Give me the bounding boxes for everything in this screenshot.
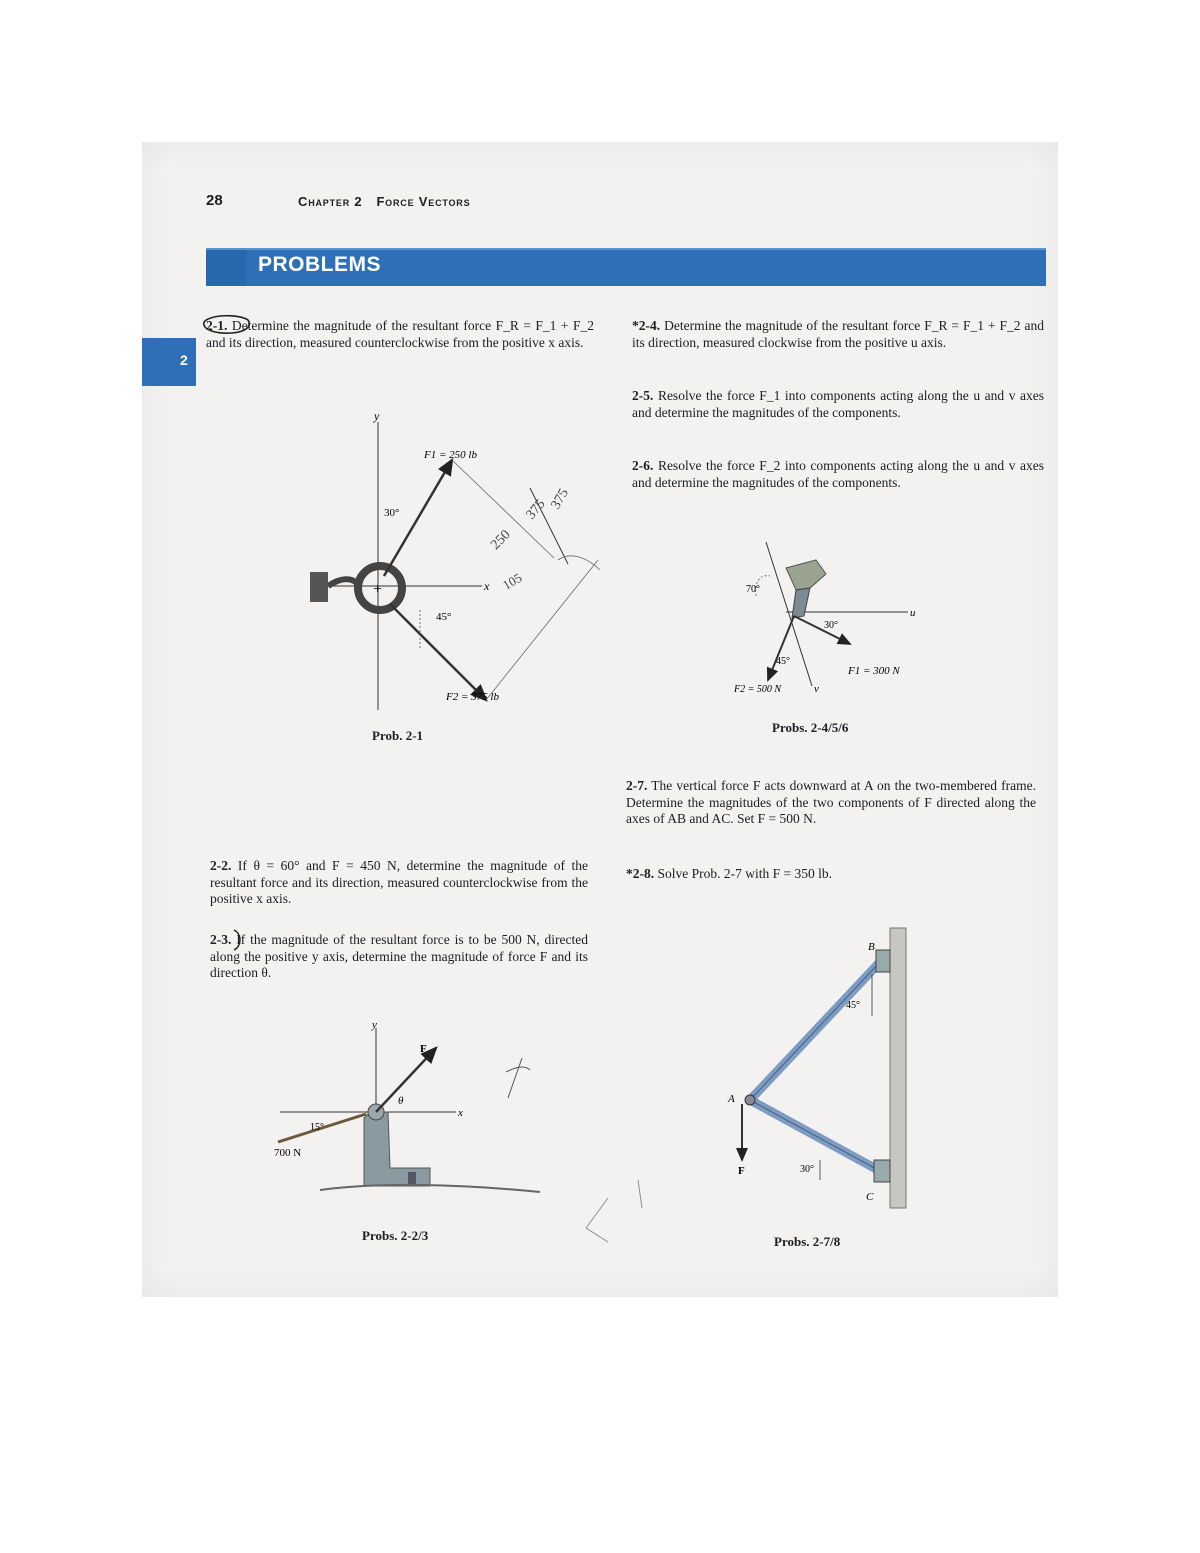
f1-label: F1 = 250 lb bbox=[424, 449, 477, 461]
problem-text: Solve Prob. 2-7 with F = 350 lb. bbox=[657, 866, 832, 881]
problem-2-5 bbox=[632, 388, 1044, 421]
hand-note: 375 bbox=[523, 496, 549, 523]
support-b bbox=[876, 950, 890, 972]
problem-text: Resolve the force F_1 into components acting along the u and v axes and determine the magnitudes of the components. bbox=[632, 388, 1044, 420]
problem-2-6 bbox=[632, 458, 1044, 491]
force-f-label: F bbox=[420, 1043, 427, 1055]
chapter-tab-number: 2 bbox=[180, 352, 188, 368]
angle-45-label: 45° bbox=[776, 656, 790, 667]
force-f-line bbox=[376, 1048, 436, 1112]
angle-30-label: 30° bbox=[384, 507, 400, 519]
problem-text: If the magnitude of the resultant force is to be 500 N, directed along the positive y axis, determine the magnitude of force F and its direction θ. bbox=[210, 932, 589, 980]
hand-note: 375 bbox=[548, 486, 572, 512]
section-title: PROBLEMS bbox=[258, 253, 382, 276]
problem-text: The vertical force F acts downward at A on the two-membered frame. Determine the magnitudes of the two components of F directed along the axes of AB and AC. Set F = 500 N. bbox=[626, 778, 1037, 826]
force-f-label: F bbox=[738, 1165, 745, 1177]
angle-45-label: 45° bbox=[846, 1000, 860, 1011]
force-f2-line bbox=[768, 616, 794, 680]
f2-label: F2 = 375 lb bbox=[446, 691, 499, 703]
point-a-label: A bbox=[728, 1093, 735, 1105]
chapter-tab bbox=[142, 338, 196, 386]
problem-id: *2-8. bbox=[626, 866, 655, 881]
problem-2-8 bbox=[626, 866, 1036, 883]
figure-prob-2-4-5-6 bbox=[730, 540, 950, 710]
angle-30-label: 30° bbox=[824, 620, 838, 631]
angle-45-label: 45° bbox=[436, 611, 452, 623]
chapter-label: Chapter 2 bbox=[298, 194, 363, 209]
figure-prob-2-1 bbox=[300, 410, 620, 730]
problem-2-7 bbox=[626, 778, 1036, 828]
load-700n-label: 700 N bbox=[274, 1147, 302, 1159]
x-axis-label: x bbox=[484, 579, 490, 593]
force-f1-line bbox=[794, 616, 850, 644]
problem-2-1 bbox=[206, 318, 594, 351]
hand-note: 105 bbox=[500, 569, 525, 593]
y-axis-label: y bbox=[374, 409, 380, 423]
hand-scribble bbox=[578, 1168, 718, 1258]
page-number: 28 bbox=[206, 192, 223, 209]
bracket-support bbox=[364, 1112, 430, 1186]
problem-id: 2-2. bbox=[210, 858, 232, 873]
problem-id: 2-5. bbox=[632, 388, 654, 403]
wall bbox=[890, 928, 906, 1208]
caption-prob-2-1: Prob. 2-1 bbox=[372, 728, 424, 743]
problem-text: Resolve the force F_2 into components acting along the u and v axes and determine the magnitudes of the components. bbox=[632, 458, 1044, 490]
problem-id: *2-4. bbox=[632, 318, 661, 333]
figure-prob-2-2-3 bbox=[260, 1018, 580, 1218]
problem-text: Determine the magnitude of the resultant force F_R = F_1 + F_2 and its direction, measured clockwise from the positive u axis. bbox=[632, 318, 1045, 350]
problem-id: 2-7. bbox=[626, 778, 648, 793]
angle-30-label: 30° bbox=[800, 1164, 814, 1175]
problem-id: 2-3. bbox=[210, 932, 232, 947]
angle-15-label: 15° bbox=[310, 1122, 324, 1133]
problem-id: 2-6. bbox=[632, 458, 654, 473]
problem-text: If θ = 60° and F = 450 N, determine the magnitude of the resultant force and its direction, measured counterclockwise from the positive x axis. bbox=[210, 858, 589, 906]
f2-label: F2 = 500 N bbox=[734, 684, 782, 695]
support-mount bbox=[786, 560, 826, 590]
section-banner bbox=[206, 248, 1046, 286]
problem-2-2 bbox=[210, 858, 588, 908]
wall-mount bbox=[310, 572, 328, 602]
hand-circle-2-1 bbox=[196, 312, 256, 336]
u-axis-label: u bbox=[910, 607, 916, 619]
support-c bbox=[874, 1160, 890, 1182]
caption-prob-2-4-5-6: Probs. 2-4/5/6 bbox=[772, 720, 849, 735]
angle-70-label: 70° bbox=[746, 584, 760, 595]
banner-stub bbox=[206, 250, 246, 286]
problem-id: 2-1. bbox=[206, 318, 228, 333]
theta-label: θ bbox=[398, 1095, 404, 1107]
point-c-label: C bbox=[866, 1191, 874, 1203]
caption-prob-2-2-3: Probs. 2-2/3 bbox=[362, 1228, 429, 1243]
crosshair-icon: + bbox=[373, 581, 383, 598]
point-b-label: B bbox=[868, 941, 875, 953]
f1-label: F1 = 300 N bbox=[848, 665, 900, 677]
figure-prob-2-7-8 bbox=[720, 920, 920, 1220]
problem-2-4 bbox=[632, 318, 1044, 351]
y-axis-label: y bbox=[372, 1019, 377, 1031]
problem-2-3 bbox=[210, 932, 588, 982]
x-axis-label: x bbox=[458, 1107, 463, 1119]
hand-note: 250 bbox=[488, 527, 514, 553]
v-axis-label: v bbox=[814, 683, 819, 695]
caption-prob-2-7-8: Probs. 2-7/8 bbox=[774, 1234, 841, 1249]
hand-bracket-2-3 bbox=[204, 928, 244, 952]
problem-text: Determine the magnitude of the resultant force F_R = F_1 + F_2 and its direction, measured counterclockwise from the positive x axis. bbox=[206, 318, 595, 350]
running-header bbox=[298, 194, 470, 209]
chapter-title: Force Vectors bbox=[376, 194, 471, 209]
